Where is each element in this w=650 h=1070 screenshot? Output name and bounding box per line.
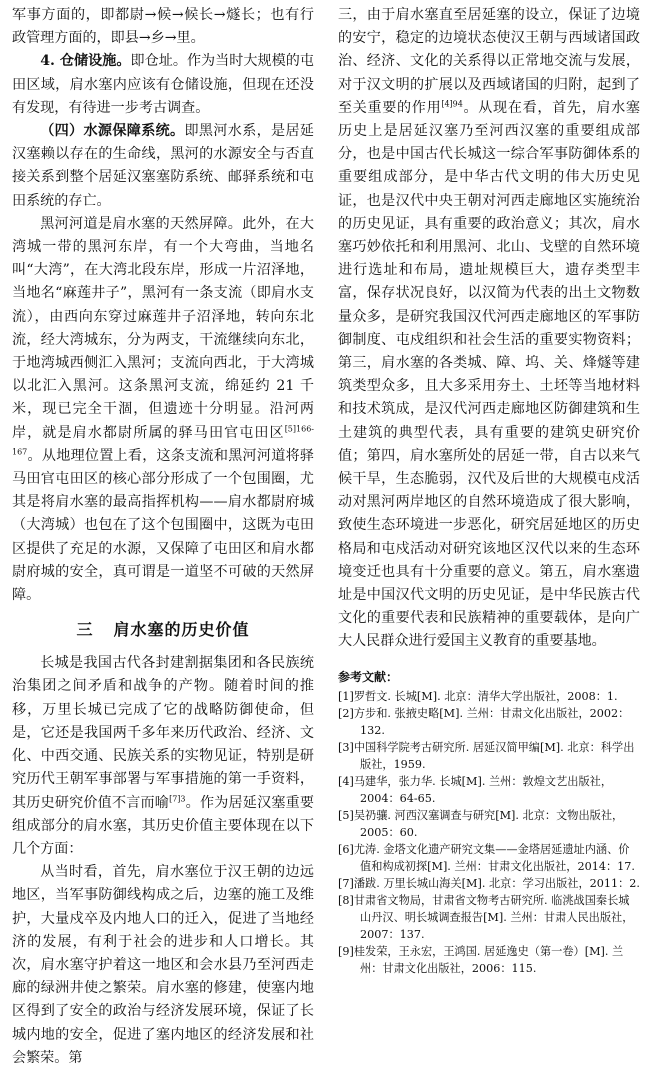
citation-4: [4]94 [441,99,463,109]
paragraph-hierarchy: 军事方面的，即都尉→候→候长→燧长；也有行政管理方面的，即县→乡→里。 [12,7,314,47]
citation-7: [7]3 [169,793,186,803]
paragraph-water-system [12,120,314,213]
reference-item: [3]中国科学院考古研究所. 居延汉简甲编[M]. 北京：科学出版社，1959. [338,740,635,771]
continued-text-a: 三，由于肩水塞直至居延塞的设立，保证了边境的安宁，稳定的边境状态使汉王朝与西域诸国政治、经济、文化的关系得以正常地交流与发展，对于汉文明的扩展以及西域诸国的归附，起到了至关重要的作用 [338,7,640,116]
heihe-text-a: 黑河河道是肩水塞的天然屏障。此外，在大湾城一带的黑河东岸，有一个大弯曲，当地名叫“大湾”，在大湾北段东岸，形成一片沼泽地，当地名“麻莲井子”，黑河有一条支流（即肩水支流），由西向东穿过麻莲井子沼泽地，转向东北流，经大湾城东，分为两支，干流继续向东北，于地湾城西侧汇入黑河；支流向西北，于大湾城以北汇入黑河。这条黑河支流，绵延约 21 千米，现已完全干涸，但遗迹十分明显。沿河两岸，就是肩水都尉所属的驿马田官屯田区 [12,215,314,441]
section-number: 三 [76,620,94,640]
great-wall-text-b: 。作为居延汉塞重要组成部分的肩水塞，其历史价值主要体现在以下几个方面： [12,794,315,857]
paragraph-continued-value [338,4,640,654]
section-heading [12,617,314,640]
paragraph-storage [12,50,314,120]
heihe-text-b: 。从地理位置上看，这条支流和黑河河道将驿马田官屯田区的核心部分形成了一个包围圈，尤其是将肩水塞的最高指挥机构——肩水都尉府城（大湾城）也包在了这个包围圈中，这既为屯田区提供了充足的水源，又保障了屯田区和肩水都尉府城的安全，真可谓是一道坚不可破的天然屏障。 [12,447,314,604]
paragraph-great-wall [12,652,314,861]
continued-text-b: 。从现在看，首先，肩水塞历史上是居延汉塞乃至河西汉塞的重要组成部分，也是中国古代长城这一综合军事防御体系的重要组成部分，是中华古代文明的伟大历史见证，也是汉代中央王朝对河西走廊地区实施统治的历史见证，具有重要的政治意义；其次，肩水塞巧妙依托和利用黑河、北山、戈壁的自然环境进行选址和布局，遗址规模巨大，遗存类型丰富，保存状况良好，以汉简为代表的出土文物数量众多，是研究我国汉代河西走廊地区的军事防御制度、屯戍组织和社会生活的重要实物资料；第三，肩水塞的各类城、障、坞、关、烽燧等建筑类型众多，且大多采用夯土、土坯等当地材料和技术筑成，是汉代河西走廊地区防御建筑和生土建筑的典型代表，具有重要的建筑史研究价值；第四，肩水塞所处的居延一带，自古以来气候干旱，生态脆弱，汉代及后世的大规模屯戍活动对黑河两岸地区的自然环境造成了很大影响，致使生态环境进一步恶化，研究居延地区的历史格局和屯戍活动对研究该地区汉代以来的生态环境变迁也具有十分重要的意义。第五，肩水塞遗址是中国汉代文明的历史见证，是中华民族古代文化的重要代表和民族精神的重要载体，是向广大人民群众进行爱国主义教育的重要基地。 [338,99,641,650]
reference-item: [1]罗哲文. 长城[M]. 北京：清华大学出版社，2008：1. [338,689,618,703]
reference-item: [4]马建华，张力华. 长城[M]. 兰州：敦煌文艺出版社，2004：64-65. [338,774,613,805]
great-wall-text-a: 长城是我国古代各封建割据集团和各民族统治集团之间矛盾和战争的产物。随着时间的推移，万里长城已完成了它的战略防御使命，但是，它还是我国两千多年来历代政治、经济、文化、中西交通、民族关系的实物见证，特别是研究历代王朝军事部署与军事措施的第一手资料，其历史研究价值不言而喻 [12,655,314,811]
reference-item: [6]尤涛. 金塔文化遗产研究文集——金塔居延遗址内涵、价值和构成初探[M]. 兰州：甘肃文化出版社，2014：17. [338,842,635,873]
reference-item: [9]桂发荣，王永宏，王鸿国. 居延逸史（第一卷）[M]. 兰州：甘肃文化出版社，2006：115. [338,944,624,975]
paragraph-historical-value: 从当时看，首先，肩水塞位于汉王朝的边远地区，当军事防御线构成之后，边塞的施工及维护，大量戍卒及内地人口的迁入，促进了当地经济的发展，有利于社会的进步和人口增长。其次，肩水塞守护着这一地区和会水县乃至河西走廊的绿洲井使之繁荣。肩水塞的修建，使塞内地区得到了安全的政治与经济发展环境，保证了长城内地的安全，促进了塞内地区的经济发展和社会繁荣。第 [12,864,314,1066]
reference-item: [2]方步和. 张掖史略[M]. 兰州：甘肃文化出版社，2002：132. [338,706,630,737]
right-column [338,4,640,977]
paragraph-heihe-barrier [12,213,314,607]
references-title: 参考文献： [338,669,399,684]
references [338,668,640,977]
citation-5: [5]166-167 [12,423,314,457]
reference-item: [8]甘肃省文物局，甘肃省文物考古研究所. 临洮战国秦长城山丹汉、明长城调查报告[M]. 兰州：甘肃人民出版社，2007：137. [338,893,634,941]
section-title: 肩水塞的历史价值 [113,620,250,640]
water-system-heading: （四）水源保障系统。 [40,123,185,140]
water-system-body: 即黑河水系，是居延汉塞赖以存在的生命线，黑河的水源安全与否直接关系到整个居延汉塞塞防系统、邮驿系统和屯田系统的存亡。 [12,123,315,209]
reference-item: [7]潘跋. 万里长城山海关[M]. 北京：学习出版社，2011：2. [338,876,640,890]
reference-item: [5]吴礽骧. 河西汉塞调查与研究[M]. 北京：文物出版社，2005：60. [338,808,624,839]
storage-heading: 4. 仓储设施。 [40,53,131,70]
storage-body: 即仓址。作为当时大规模的屯田区域，肩水塞内应该有仓储设施，但现在还没有发现，有待进一步考古调查。 [12,53,315,116]
left-column [12,4,314,1070]
